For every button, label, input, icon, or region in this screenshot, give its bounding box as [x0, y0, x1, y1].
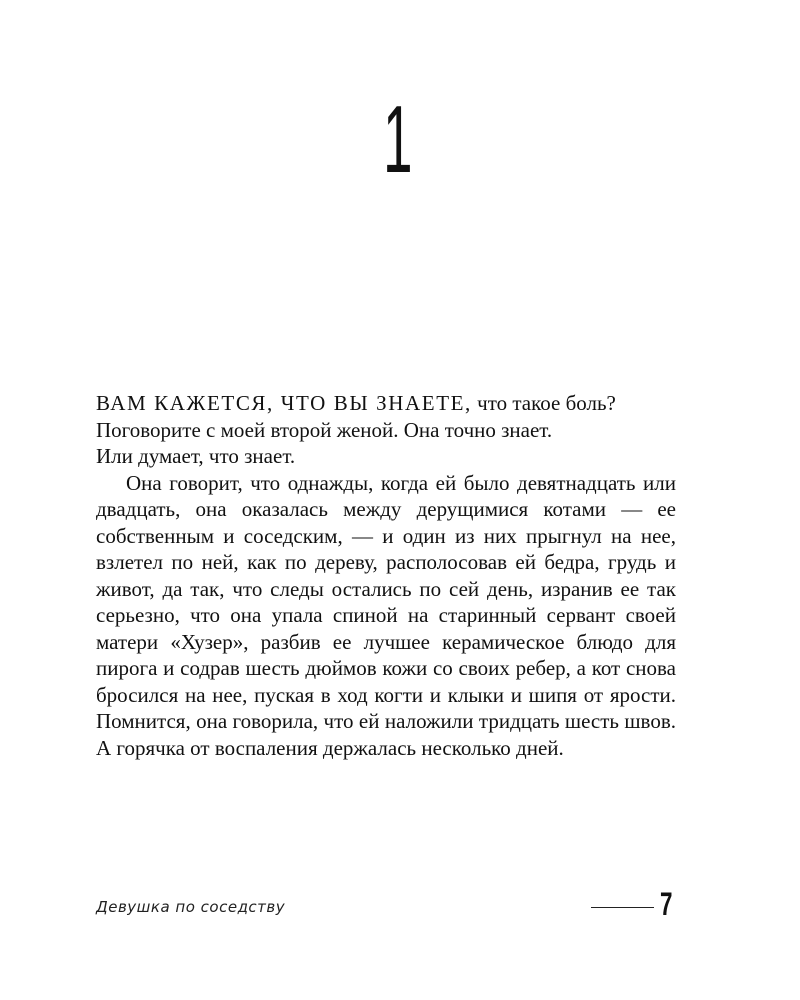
lead-caps: ВАМ КАЖЕТСЯ, ЧТО ВЫ ЗНАЕТЕ,: [96, 391, 472, 415]
paragraph-second-wife: Поговорите с моей второй женой. Она точно знает.: [96, 417, 553, 442]
page-number: 7: [660, 886, 673, 922]
footer-rule: [591, 907, 654, 908]
paragraph-or-thinks: Или думает, что знает.: [96, 444, 296, 468]
running-footer-title: Девушка по соседству: [96, 898, 286, 916]
lead-rest: что такое боль?: [471, 391, 616, 415]
paragraph-cat-story: Она говорит, что однажды, когда ей было девятнадцать или двадцать, она оказалась между дерущимися котами — ее собственным и соседским, — и один из них прыгнул на нее, взлетел по ней, как по дереву, располосовав ей бедра, грудь и живот, да так, что следы остались по сей день, изранив ее так серьезно, что она упала спиной на старинный сервант своей матери «Хузер», разбив ее лучшее керамическое блюдо для пирога и содрав шесть дюймов кожи со своих ребер, а кот снова бросился на нее, пуская в ход когти и клыки и шипя от ярости. Помнится, она говорила, что ей наложили тридцать шесть швов. А горячка от воспаления держалась несколько дней.: [96, 470, 676, 760]
paragraph-opening: [96, 390, 676, 417]
chapter-text: [96, 390, 676, 761]
chapter-number: 1: [383, 86, 413, 193]
